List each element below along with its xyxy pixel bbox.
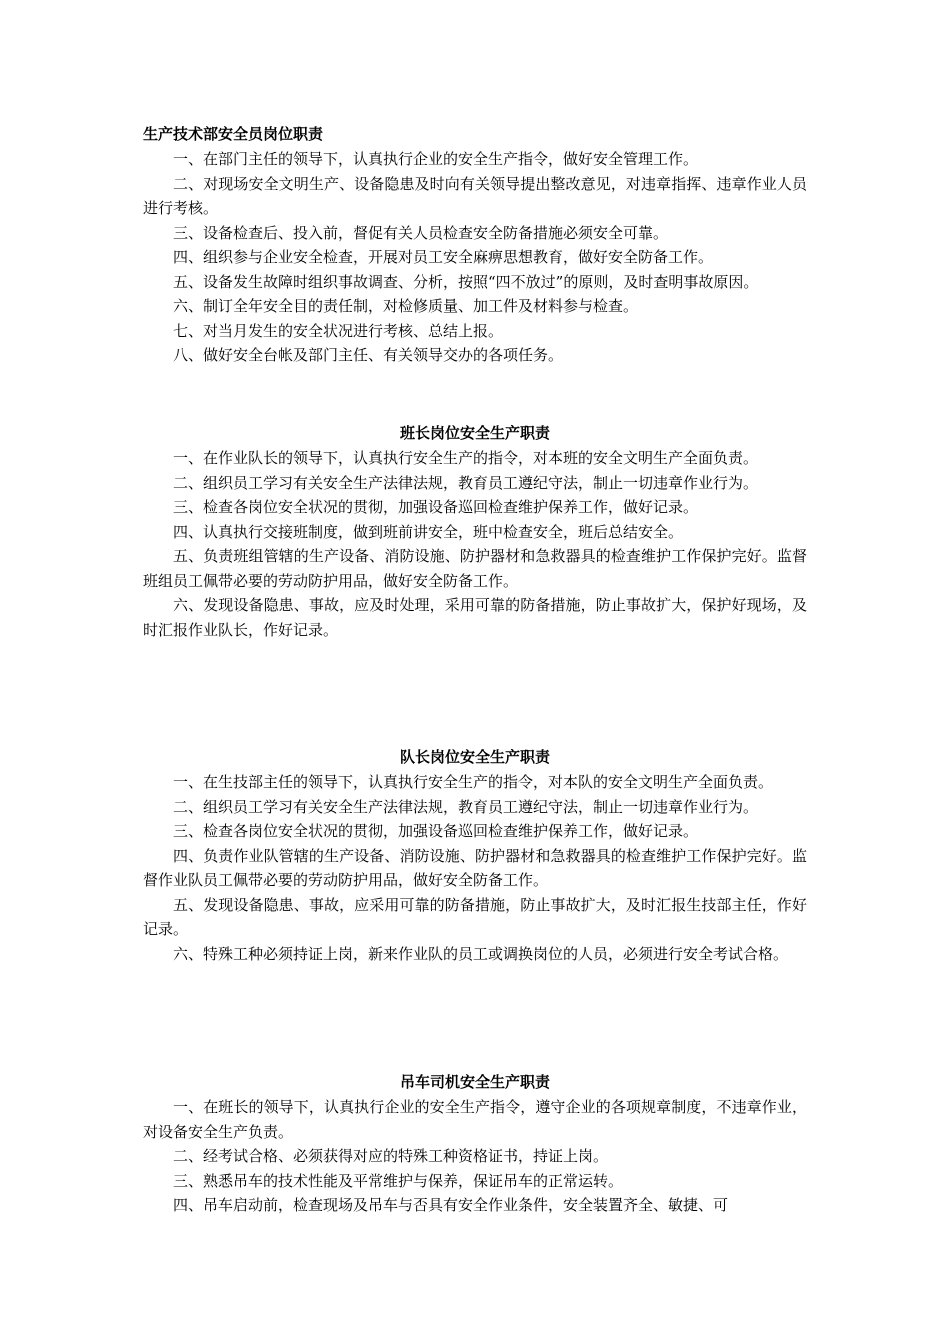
paragraph: 一、在班长的领导下，认真执行企业的安全生产指令，遵守企业的各项规章制度，不违章作业，对设备安全生产负责。 bbox=[143, 1098, 807, 1141]
paragraph: 八、做好安全台帐及部门主任、有关领导交办的各项任务。 bbox=[173, 346, 564, 364]
section-title: 班长岗位安全生产职责 bbox=[399, 424, 550, 442]
paragraph: 二、经考试合格、必须获得对应的特殊工种资格证书，持证上岗。 bbox=[173, 1147, 609, 1165]
paragraph: 六、发现设备隐患、事故，应及时处理，采用可靠的防备措施，防止事故扩大，保护好现场，及时汇报作业队长，作好记录。 bbox=[143, 596, 807, 639]
section-crane-driver bbox=[143, 1070, 807, 1218]
paragraph: 二、对现场安全文明生产、设备隐患及时向有关领导提出整改意见，对违章指挥、违章作业人员进行考核。 bbox=[143, 174, 807, 217]
paragraph: 四、负责作业队管辖的生产设备、消防设施、防护器材和急救器具的检查维护工作保护完好。监督作业队员工佩带必要的劳动防护用品，做好安全防备工作。 bbox=[143, 846, 807, 889]
paragraph: 三、检查各岗位安全状况的贯彻，加强设备巡回检查维护保养工作，做好记录。 bbox=[173, 822, 699, 840]
paragraph: 四、认真执行交接班制度，做到班前讲安全，班中检查安全，班后总结安全。 bbox=[173, 522, 684, 541]
paragraph: 六、制订全年安全目的责任制，对检修质量、加工件及材料参与检查。 bbox=[173, 297, 639, 315]
paragraph: 四、吊车启动前，检查现场及吊车与否具有安全作业条件，安全装置齐全、敏捷、可 bbox=[173, 1196, 729, 1214]
section-squad-leader bbox=[143, 745, 807, 966]
paragraph: 三、熟悉吊车的技术性能及平常维护与保养，保证吊车的正常运转。 bbox=[173, 1171, 624, 1190]
section-title: 队长岗位安全生产职责 bbox=[399, 748, 550, 766]
section-safety-officer bbox=[143, 122, 807, 368]
paragraph: 五、设备发生故障时组织事故调查、分析，按照“四不放过”的原则，及时查明事故原因。 bbox=[173, 272, 759, 291]
paragraph: 二、组织员工学习有关安全生产法律法规，教育员工遵纪守法，制止一切违章作业行为。 bbox=[173, 797, 759, 816]
section-title: 吊车司机安全生产职责 bbox=[399, 1073, 550, 1091]
paragraph: 一、在部门主任的领导下，认真执行企业的安全生产指令，做好安全管理工作。 bbox=[173, 150, 699, 168]
paragraph: 七、对当月发生的安全状况进行考核、总结上报。 bbox=[173, 321, 504, 340]
paragraph: 五、发现设备隐患、事故，应采用可靠的防备措施，防止事故扩大，及时汇报生技部主任，作好记录。 bbox=[143, 895, 807, 938]
paragraph: 六、特殊工种必须持证上岗，新来作业队的员工或调换岗位的人员，必须进行安全考试合格。 bbox=[173, 944, 789, 963]
paragraph: 一、在生技部主任的领导下，认真执行安全生产的指令，对本队的安全文明生产全面负责。 bbox=[173, 773, 774, 791]
paragraph: 四、组织参与企业安全检查，开展对员工安全麻痹思想教育，做好安全防备工作。 bbox=[173, 248, 714, 266]
paragraph: 三、检查各岗位安全状况的贯彻，加强设备巡回检查维护保养工作，做好记录。 bbox=[173, 498, 699, 516]
section-team-leader bbox=[143, 421, 807, 642]
section-title: 生产技术部安全员岗位职责 bbox=[143, 125, 324, 143]
paragraph: 三、设备检查后、投入前，督促有关人员检查安全防备措施必须安全可靠。 bbox=[173, 223, 669, 242]
paragraph: 五、负责班组管辖的生产设备、消防设施、防护器材和急救器具的检查维护工作保护完好。监督班组员工佩带必要的劳动防护用品，做好安全防备工作。 bbox=[143, 547, 807, 590]
paragraph: 一、在作业队长的领导下，认真执行安全生产的指令，对本班的安全文明生产全面负责。 bbox=[173, 449, 759, 467]
paragraph: 二、组织员工学习有关安全生产法律法规，教育员工遵纪守法，制止一切违章作业行为。 bbox=[173, 473, 759, 492]
